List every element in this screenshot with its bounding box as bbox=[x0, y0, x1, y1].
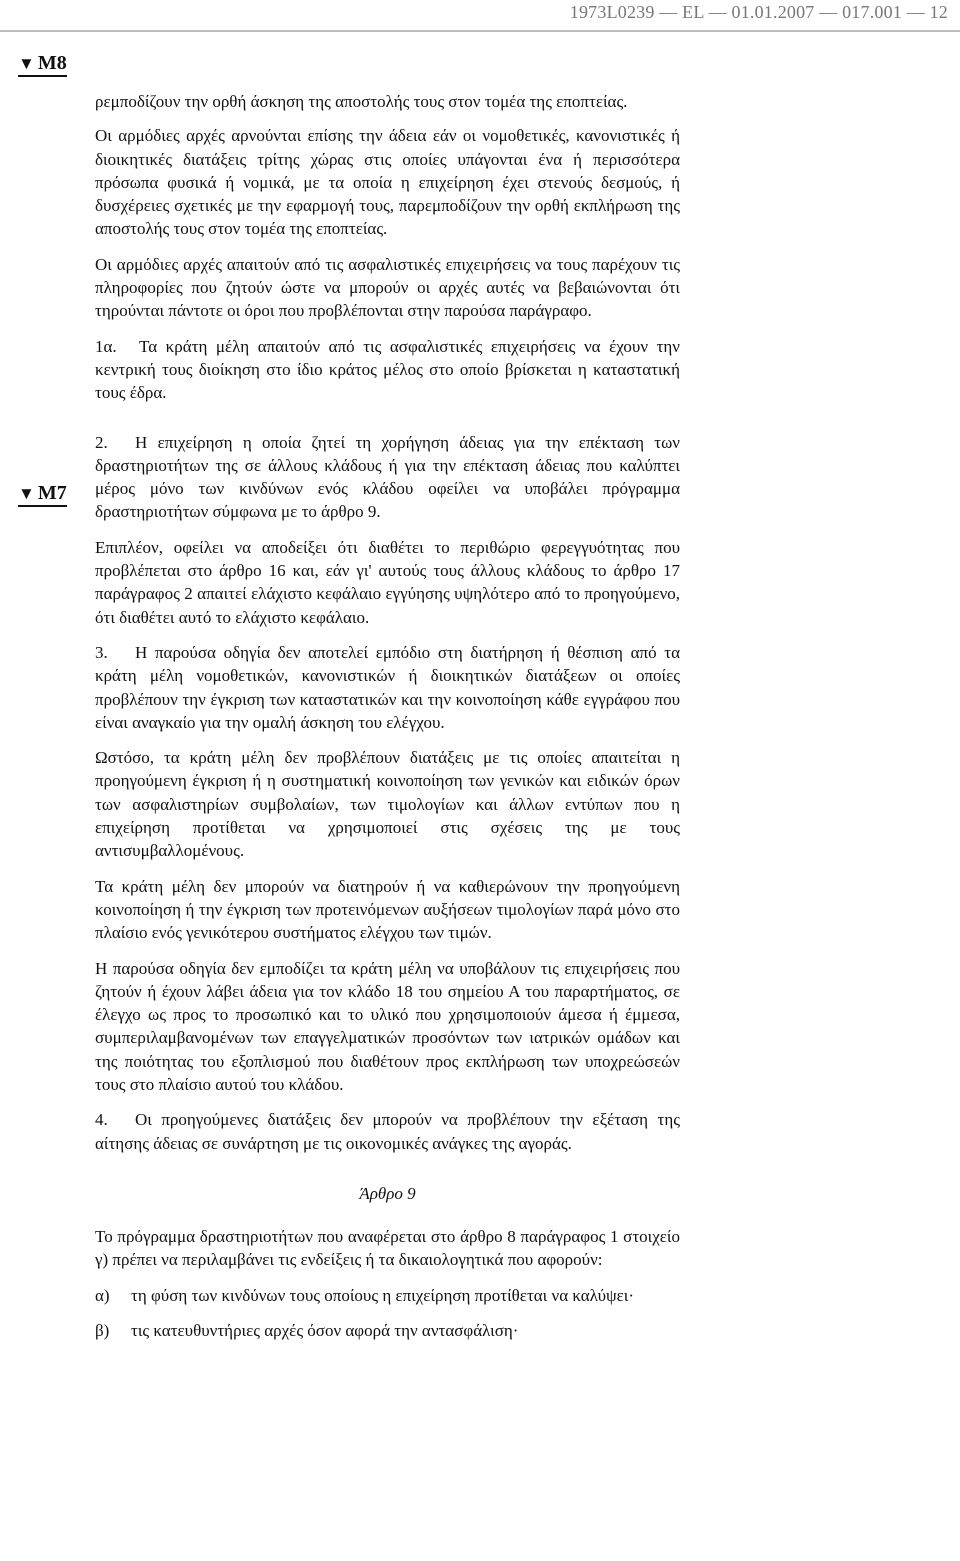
triangle-down-icon: ▼ bbox=[18, 54, 35, 73]
paragraph-text: Η παρούσα οδηγία δεν αποτελεί εμπόδιο στη διατήρηση ή θέσπιση από τα κράτη μέλη νομοθετικών, κανονιστικών ή διοικητικών διατάξεων οι οποίες προβλέπουν την έγκριση των καταστατικών και την κοινοποίηση κάθε εγγράφου που είναι αναγκαίο για την ομαλή άσκηση του ελέγχου. bbox=[95, 642, 680, 732]
paragraph-text: Η επιχείρηση η οποία ζητεί τη χορήγηση άδειας για την επέκταση των δραστηριοτήτων της σε άλλους κλάδους ή για την επέκταση άδειας που καλύπτει μέρος μόνο των κινδύνων ενός κλάδου οφείλει να υποβάλει πρόγραμμα δραστηριοτήτων σύμφωνα με το άρθρο 9. bbox=[95, 432, 680, 522]
document-body bbox=[95, 90, 680, 1342]
numbered-paragraph bbox=[95, 1108, 680, 1155]
paragraph: Ωστόσο, τα κράτη μέλη δεν προβλέπουν διατάξεις με τις οποίες απαιτείται η προηγούμενη έγκριση ή η συστηματική κοινοποίηση των γενικών και ειδικών όρων των ασφαλιστηρίων συμβολαίων, των τιμολογίων και άλλων εντύπων που η επιχείρηση προτίθεται να χρησιμοποιεί στις σχέσεις της με τους αντισυμβαλλομένους. bbox=[95, 748, 680, 861]
paragraph-number: 4. bbox=[95, 1110, 108, 1130]
amendment-marker-m8 bbox=[18, 52, 67, 77]
paragraph: Το πρόγραμμα δραστηριοτήτων που αναφέρεται στο άρθρο 8 παράγραφος 1 στοιχείο γ) πρέπει να περιλαμβάνει τις ενδείξεις ή τα δικαιολογητικά που αφορούν: bbox=[95, 1227, 680, 1270]
article-heading: Άρθρο 9 bbox=[359, 1183, 416, 1203]
numbered-paragraph bbox=[95, 641, 680, 734]
numbered-paragraph bbox=[95, 335, 680, 405]
triangle-down-icon: ▼ bbox=[18, 484, 35, 503]
paragraph: Επιπλέον, οφείλει να αποδείξει ότι διαθέτει το περιθώριο φερεγγυότητας που προβλέπεται στο άρθρο 16 και, εάν γι' αυτούς τους άλλους κλάδους το άρθρο 17 παράγραφος 2 απαιτεί ελάχιστο κεφάλαιο εγγύησης υψηλότερο από το προηγούμενο, ότι διαθέτει αυτό το ελάχιστο κεφάλαιο. bbox=[95, 537, 680, 627]
list-item-text: τις κατευθυντήριες αρχές όσον αφορά την αντασφάλιση· bbox=[131, 1321, 519, 1341]
list-item-text: τη φύση των κινδύνων τους οποίους η επιχείρηση προτίθεται να καλύψει· bbox=[131, 1285, 635, 1305]
paragraph-number: 1α. bbox=[95, 336, 117, 356]
marker-label: M7 bbox=[37, 482, 67, 504]
paragraph-number: 2. bbox=[95, 432, 108, 452]
document-reference: 1973L0239 — EL — 01.01.2007 — 017.001 — 12 bbox=[569, 2, 948, 22]
paragraph: ρεμποδίζουν την ορθή άσκηση της αποστολής τους στον τομέα της εποπτείας. bbox=[95, 92, 628, 111]
paragraph-text: Τα κράτη μέλη απαιτούν από τις ασφαλιστικές επιχειρήσεις να έχουν την κεντρική τους διοίκηση στο ίδιο κράτος μέλος στο οποίο βρίσκεται η καταστατική τους έδρα. bbox=[95, 336, 680, 403]
numbered-paragraph bbox=[95, 431, 680, 524]
paragraph-text: Οι προηγούμενες διατάξεις δεν μπορούν να προβλέπουν την εξέταση της αίτησης άδειας σε συνάρτηση με τις οικονομικές ανάγκες της αγοράς. bbox=[95, 1110, 680, 1153]
list-item bbox=[95, 1284, 680, 1307]
paragraph: Οι αρμόδιες αρχές αρνούνται επίσης την άδεια εάν οι νομοθετικές, κανονιστικές ή διοικητικές διατάξεις τρίτης χώρας στις οποίες υπάγονται ένα ή περισσότερα πρόσωπα φυσικά ή νομικά, με τα οποία η επιχείρηση έχει στενούς δεσμούς, ή δυσχέρειες σχετικές με την εφαρμογή τους, παρεμποδίζουν την ορθή εκπλήρωση της αποστολής τους στον τομέα της εποπτείας. bbox=[95, 126, 680, 239]
paragraph: Τα κράτη μέλη δεν μπορούν να διατηρούν ή να καθιερώνουν την προηγούμενη κοινοποίηση ή την έγκριση των προτεινόμενων αυξήσεων τιμολογίων παρά μόνο στο πλαίσιο ενός γενικότερου συστήματος ελέγχου των τιμών. bbox=[95, 876, 680, 943]
paragraph: Η παρούσα οδηγία δεν εμποδίζει τα κράτη μέλη να υποβάλουν τις επιχειρήσεις που ζητούν ή έχουν λάβει άδεια για τον κλάδο 18 του σημείου Α του παραρτήματος, σε έλεγχο ως προς το προσωπικό και το υλικό που χρησιμοποιούν άμεσα ή έμμεσα, συμπεριλαμβανομένων των επαγγελματικών προσόντων των ιατρικών ομάδων και της ποιότητας του εξοπλισμού που διαθέτουν προς εκπλήρωση των υποχρεώσεών τους στο πλαίσιο αυτού του κλάδου. bbox=[95, 958, 680, 1094]
list-item bbox=[95, 1319, 680, 1342]
page-header bbox=[0, 0, 960, 32]
marker-label: M8 bbox=[37, 52, 67, 74]
list-marker: α) bbox=[95, 1285, 110, 1305]
amendment-marker-m7 bbox=[18, 482, 67, 507]
paragraph: Οι αρμόδιες αρχές απαιτούν από τις ασφαλιστικές επιχειρήσεις να τους παρέχουν τις πληροφορίες που ζητούν ώστε να μπορούν οι αρχές αυτές να βεβαιώνονται ότι τηρούνται πάντοτε οι όροι που προβλέπονται στην παρούσα παράγραφο. bbox=[95, 254, 680, 321]
list-marker: β) bbox=[95, 1321, 110, 1341]
paragraph-number: 3. bbox=[95, 642, 108, 662]
